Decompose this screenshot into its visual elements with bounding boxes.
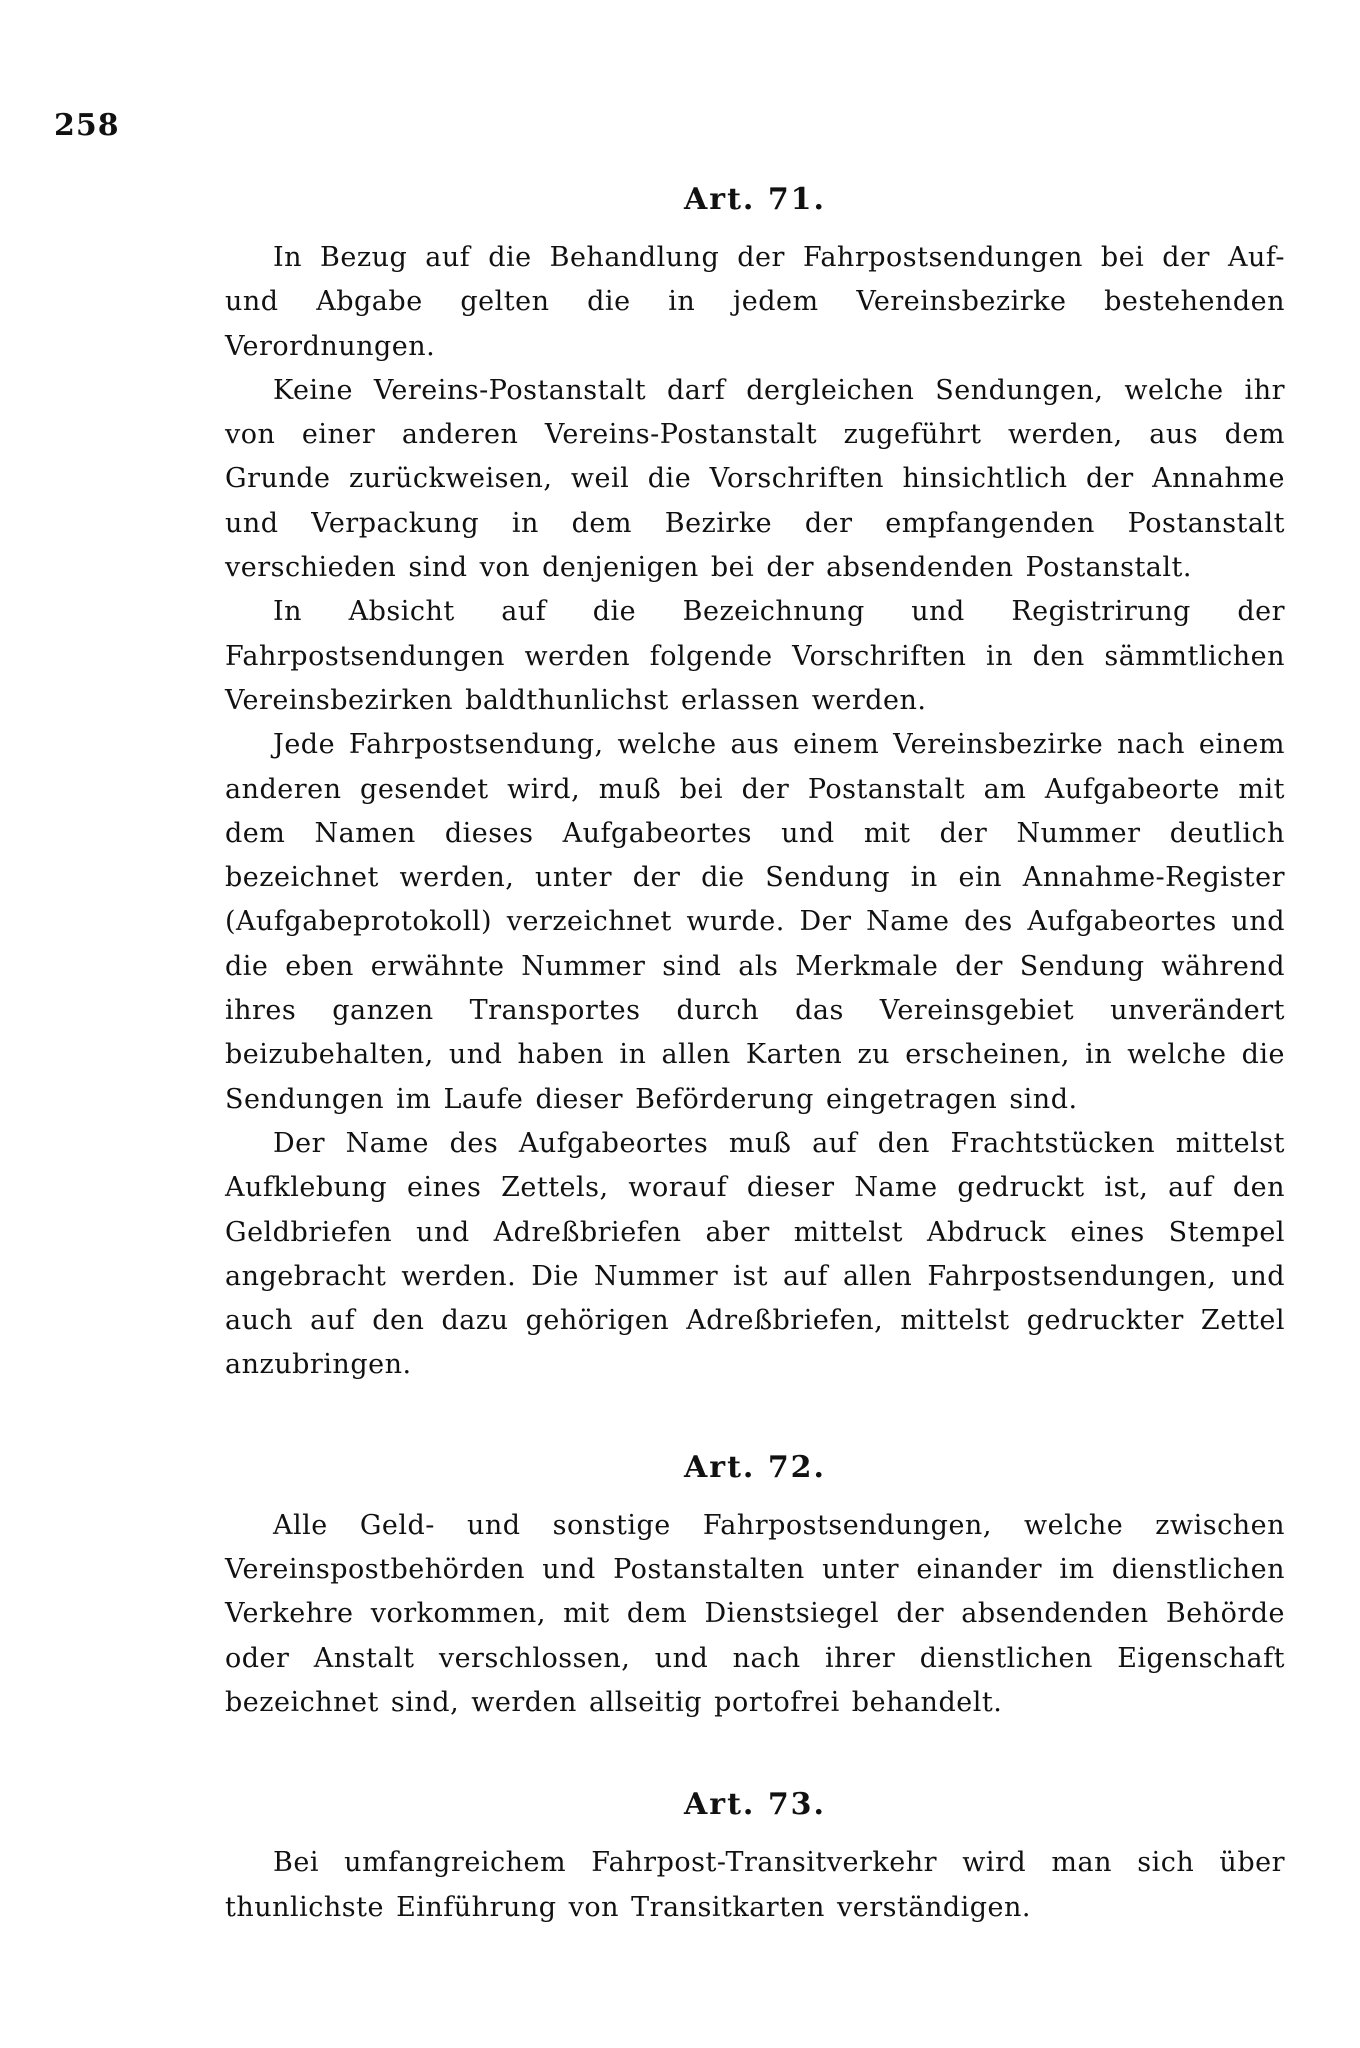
page-number: 258 [54, 108, 120, 143]
article-71-paragraph-5: Der Name des Aufgabeortes muß auf den Frachtstücken mittelst Aufklebung eines Zettels, worauf dieser Name gedruckt ist, auf den Geldbriefen und Adreßbriefen aber mittelst Abdruck eines Stempel angebracht werden. Die Nummer ist auf allen Fahrpostsendungen, und auch auf den dazu gehörigen Adreßbriefen, mittelst gedruckter Zettel anzubringen. [225, 1127, 1285, 1381]
article-71 [225, 178, 1285, 1388]
article-71-paragraph-2: Keine Vereins-Postanstalt darf dergleichen Sendungen, welche ihr von einer anderen Vereins-Postanstalt zugeführt werden, aus dem Grunde zurückweisen, weil die Vorschriften hinsichtlich der Annahme und Verpackung in dem Bezirke der empfangenden Postanstalt verschieden sind von denjenigen bei der absendenden Postanstalt. [225, 374, 1285, 584]
article-72 [225, 1446, 1285, 1725]
article-73-paragraph-1: Bei umfangreichem Fahrpost-Transitverkehr wird man sich über thunlichste Einführung von Transitkarten verständigen. [225, 1847, 1285, 1923]
page-body [225, 178, 1285, 1930]
article-72-heading: Art. 72. [683, 1449, 827, 1485]
article-73-heading: Art. 73. [683, 1787, 827, 1823]
article-71-paragraph-1: In Bezug auf die Behandlung der Fahrpostsendungen bei der Auf- und Abgabe gelten die in jedem Vereinsbezirke bestehenden Verordnungen. [225, 242, 1285, 362]
article-71-paragraph-3: In Absicht auf die Bezeichnung und Registrirung der Fahrpostsendungen werden folgende Vorschriften in den sämmtlichen Vereinsbezirken baldthunlichst erlassen werden. [225, 596, 1285, 716]
article-72-paragraph-1: Alle Geld- und sonstige Fahrpostsendungen, welche zwischen Vereinspostbehörden und Postanstalten unter einander im dienstlichen Verkehre vorkommen, mit dem Dienstsiegel der absendenden Behörde oder Anstalt verschlossen, und nach ihrer dienstlichen Eigenschaft bezeichnet sind, werden allseitig portofrei behandelt. [225, 1509, 1285, 1718]
article-71-heading: Art. 71. [683, 182, 827, 217]
article-71-paragraph-4: Jede Fahrpostsendung, welche aus einem Vereinsbezirke nach einem anderen gesendet wird, muß bei der Postanstalt am Aufgabeorte mit dem Namen dieses Aufgabeortes und mit der Nummer deutlich bezeichnet werden, unter der die Sendung in ein Annahme-Register (Aufgabeprotokoll) verzeichnet wurde. Der Name des Aufgabeortes und die eben erwähnte Nummer sind als Merkmale der Sendung während ihres ganzen Transportes durch das Vereinsgebiet unverändert beizubehalten, und haben in allen Karten zu erscheinen, in welche die Sendungen im Laufe dieser Beförderung eingetragen sind. [225, 729, 1285, 1115]
article-73 [225, 1783, 1285, 1930]
